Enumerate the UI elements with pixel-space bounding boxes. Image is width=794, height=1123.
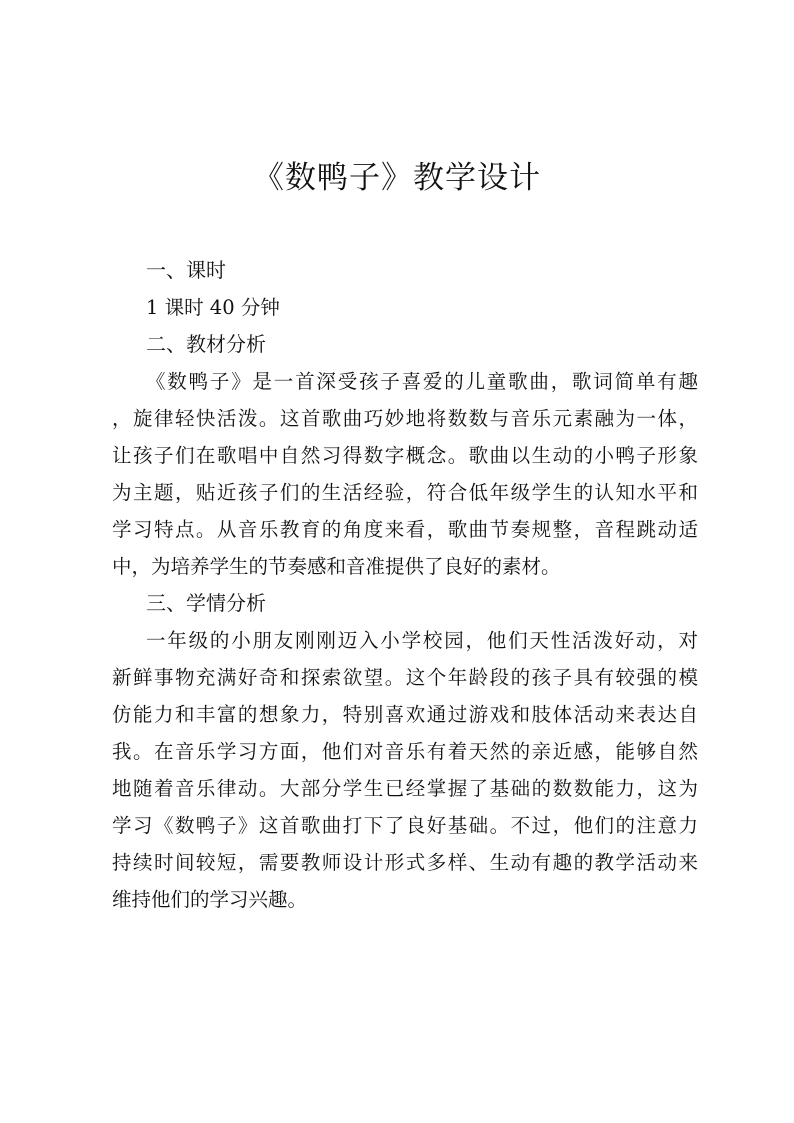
- paragraph-line: 维持他们的学习兴趣。: [112, 888, 308, 911]
- paragraph-line: 我。在音乐学习方面，他们对音乐有着天然的亲近感，能够自然: [112, 740, 698, 763]
- paragraph-line: 新鲜事物充满好奇和探索欲望。这个年龄段的孩子具有较强的模: [112, 666, 698, 689]
- document-body: [112, 252, 698, 918]
- paragraph-line: 学习特点。从音乐教育的角度来看，歌曲节奏规整，音程跳动适: [112, 518, 698, 541]
- section-heading-student-analysis: 三、学情分析: [146, 591, 266, 615]
- class-hours-text: 1 课时 40 分钟: [146, 296, 280, 319]
- paragraph-line: 中，为培养学生的节奏感和音准提供了良好的素材。: [112, 555, 561, 578]
- paragraph-line: 学习《数鸭子》这首歌曲打下了良好基础。不过，他们的注意力: [112, 814, 698, 837]
- paragraph-line: 一年级的小朋友刚刚迈入小学校园，他们天性活泼好动，对: [146, 629, 698, 652]
- material-analysis-paragraph: [112, 363, 698, 585]
- paragraph-line: 让孩子们在歌唱中自然习得数字概念。歌曲以生动的小鸭子形象: [112, 444, 698, 467]
- section-heading-class-hours: 一、课时: [146, 258, 226, 282]
- paragraph-line: 持续时间较短，需要教师设计形式多样、生动有趣的教学活动来: [112, 851, 698, 874]
- paragraph-line: 《数鸭子》是一首深受孩子喜爱的儿童歌曲，歌词简单有趣: [146, 370, 698, 393]
- paragraph-line: 为主题，贴近孩子们的生活经验，符合低年级学生的认知水平和: [112, 481, 698, 504]
- student-analysis-paragraph: [112, 622, 698, 918]
- document-title: 《数鸭子》教学设计: [253, 160, 541, 196]
- section-heading-material-analysis: 二、教材分析: [146, 332, 266, 356]
- paragraph-line: 地随着音乐律动。大部分学生已经掌握了基础的数数能力，这为: [112, 777, 698, 800]
- paragraph-line: ，旋律轻快活泼。这首歌曲巧妙地将数数与音乐元素融为一体，: [112, 407, 698, 430]
- paragraph-line: 仿能力和丰富的想象力，特别喜欢通过游戏和肢体活动来表达自: [112, 703, 698, 726]
